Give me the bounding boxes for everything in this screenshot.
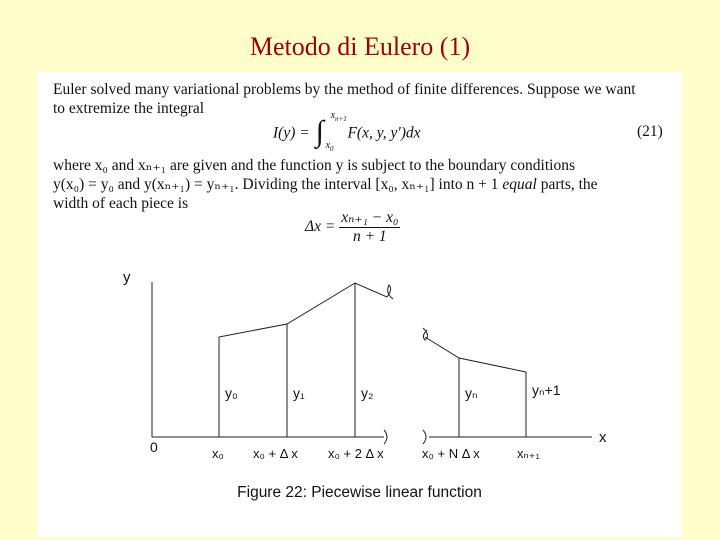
curve-break-left (387, 285, 393, 299)
integral-lower-limit: $x_0$ (325, 140, 334, 153)
where-line-1: where x₀ and xₙ₊₁ are given and the function y is subject to the boundary conditions (53, 157, 575, 174)
delta-numerator: xₙ₊₁ − x₀ (341, 209, 399, 226)
y-axis-label: y (123, 269, 131, 286)
integral-upper-limit: $x_{n+1}$ (330, 110, 347, 123)
value-label-y0: y₀ (225, 385, 238, 401)
value-label-yn-plus-1: yₙ+1 (532, 382, 561, 398)
x-axis-label: x (599, 429, 607, 446)
equation-number: (21) (637, 123, 663, 140)
delta-lhs: Δx = (305, 218, 336, 235)
piecewise-diagram (37, 72, 682, 472)
value-label-yn: yₙ (465, 385, 478, 401)
tick-label-x0-plus-dx: x₀ + Δ x (253, 446, 298, 461)
slide-title: Metodo di Eulero (1) (249, 32, 471, 61)
content-panel (37, 72, 682, 537)
where-line-2: y(x₀) = y₀ and y(xₙ₊₁) = yₙ₊₁. Dividing the interval [x₀, xₙ₊₁] into n + 1 equal parts, the (53, 176, 598, 193)
intro-line-1: Euler solved many variational problems by the method of finite differences. Suppose we want (53, 81, 636, 98)
axis-break-right (423, 430, 426, 444)
value-label-y2: y₂ (361, 385, 374, 401)
integral-lhs: I(y) = (273, 124, 310, 142)
integral-sign: ∫ $x_{n+1}$ $x_0$ (315, 110, 347, 153)
integrand: F(x, y, y′)dx (347, 124, 421, 142)
curve-left (219, 283, 387, 337)
axis-break-left (384, 430, 387, 444)
origin-label: 0 (150, 439, 158, 455)
curve-right (425, 337, 526, 372)
intro-line-2: to extremize the integral (53, 100, 205, 117)
figure-caption: Figure 22: Piecewise linear function (237, 484, 482, 501)
where-line-3: width of each piece is (53, 195, 189, 212)
delta-denominator: n + 1 (352, 228, 387, 245)
tick-label-x0-plus-2dx: x₀ + 2 Δ x (328, 446, 384, 461)
tick-label-x0-plus-ndx: x₀ + N Δ x (422, 446, 480, 461)
tick-label-xn1: xₙ₊₁ (517, 446, 540, 461)
value-label-y1: y₁ (293, 385, 305, 401)
tick-label-x0: x₀ (212, 446, 224, 461)
